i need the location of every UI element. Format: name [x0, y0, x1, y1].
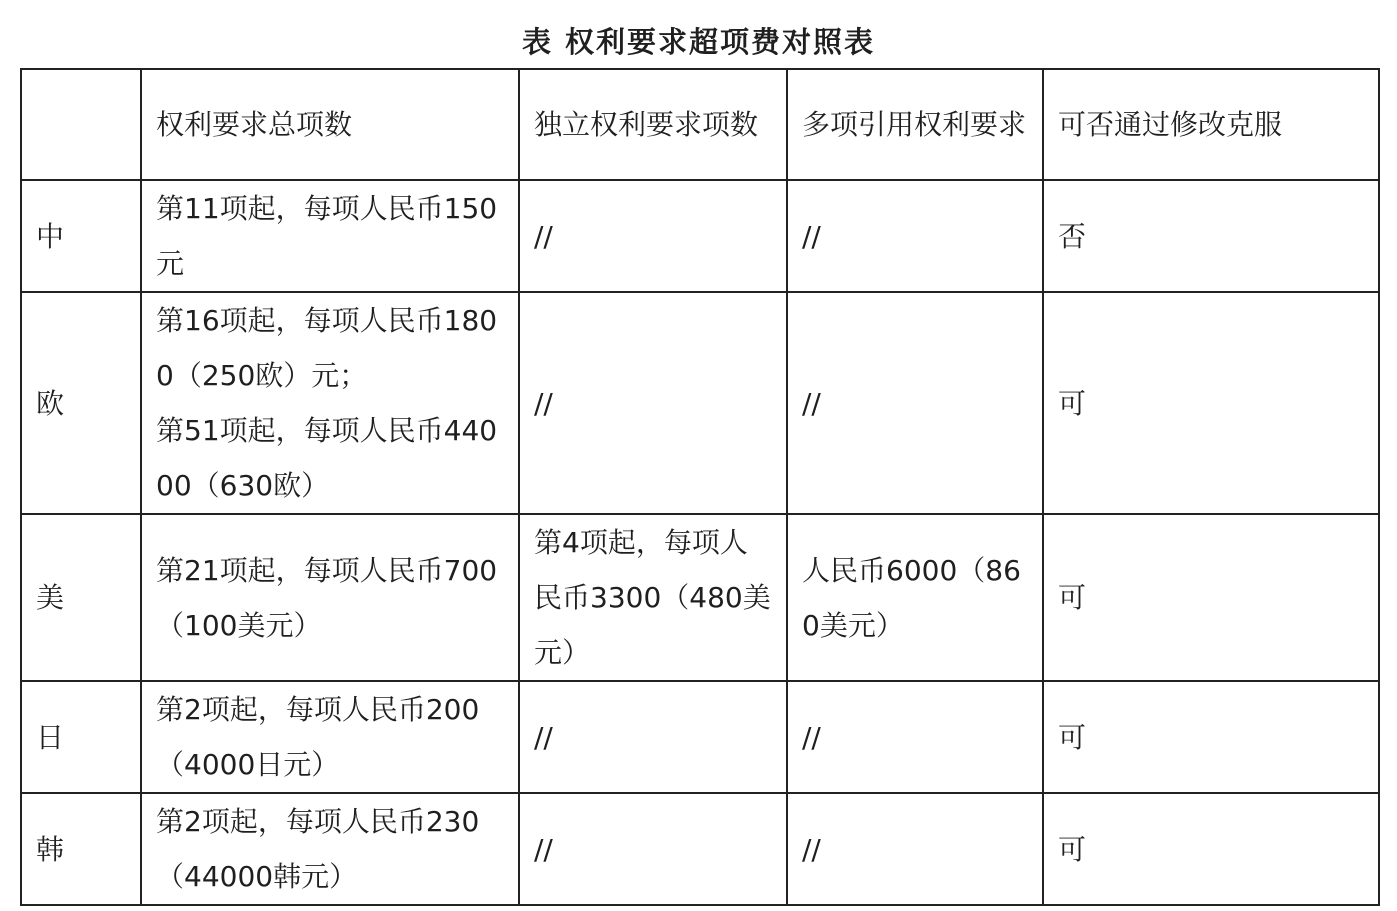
region-cell: 欧	[21, 292, 141, 514]
multiple-dependent-cell: //	[787, 793, 1043, 905]
region-cell: 日	[21, 681, 141, 793]
amendable-cell: 否	[1043, 180, 1379, 292]
table-row	[21, 793, 1379, 905]
region-cell: 韩	[21, 793, 141, 905]
claims-fee-table	[20, 68, 1380, 906]
multiple-dependent-cell: //	[787, 180, 1043, 292]
header-cell-total-claims: 权利要求总项数	[141, 69, 519, 180]
table-row	[21, 180, 1379, 292]
total-claims-cell: 第2项起，每项人民币200（4000日元）	[141, 681, 519, 793]
table-header-row	[21, 69, 1379, 180]
header-cell-amendable: 可否通过修改克服	[1043, 69, 1379, 180]
header-cell-independent-claims: 独立权利要求项数	[519, 69, 787, 180]
total-claims-cell: 第21项起，每项人民币700（100美元）	[141, 514, 519, 681]
independent-claims-cell: //	[519, 292, 787, 514]
amendable-cell: 可	[1043, 793, 1379, 905]
table-row	[21, 292, 1379, 514]
total-claims-cell: 第2项起，每项人民币230（44000韩元）	[141, 793, 519, 905]
total-claims-cell: 第11项起，每项人民币150元	[141, 180, 519, 292]
multiple-dependent-cell: //	[787, 681, 1043, 793]
total-claims-line: 第51项起，每项人民币44000（630欧）	[156, 414, 498, 502]
amendable-cell: 可	[1043, 292, 1379, 514]
independent-claims-cell: //	[519, 793, 787, 905]
independent-claims-cell: 第4项起，每项人民币3300（480美元）	[519, 514, 787, 681]
table-title: 表 权利要求超项费对照表	[521, 25, 876, 59]
multiple-dependent-cell: //	[787, 292, 1043, 514]
multiple-dependent-cell: 人民币6000（860美元）	[787, 514, 1043, 681]
header-cell-multiple-dependent: 多项引用权利要求	[787, 69, 1043, 180]
amendable-cell: 可	[1043, 681, 1379, 793]
table-row	[21, 514, 1379, 681]
amendable-cell: 可	[1043, 514, 1379, 681]
table-row	[21, 681, 1379, 793]
region-cell: 中	[21, 180, 141, 292]
total-claims-cell	[141, 292, 519, 514]
header-cell-region	[21, 69, 141, 180]
independent-claims-cell: //	[519, 681, 787, 793]
independent-claims-cell: //	[519, 180, 787, 292]
region-cell: 美	[21, 514, 141, 681]
total-claims-line: 第16项起，每项人民币1800（250欧）元；	[156, 304, 498, 392]
